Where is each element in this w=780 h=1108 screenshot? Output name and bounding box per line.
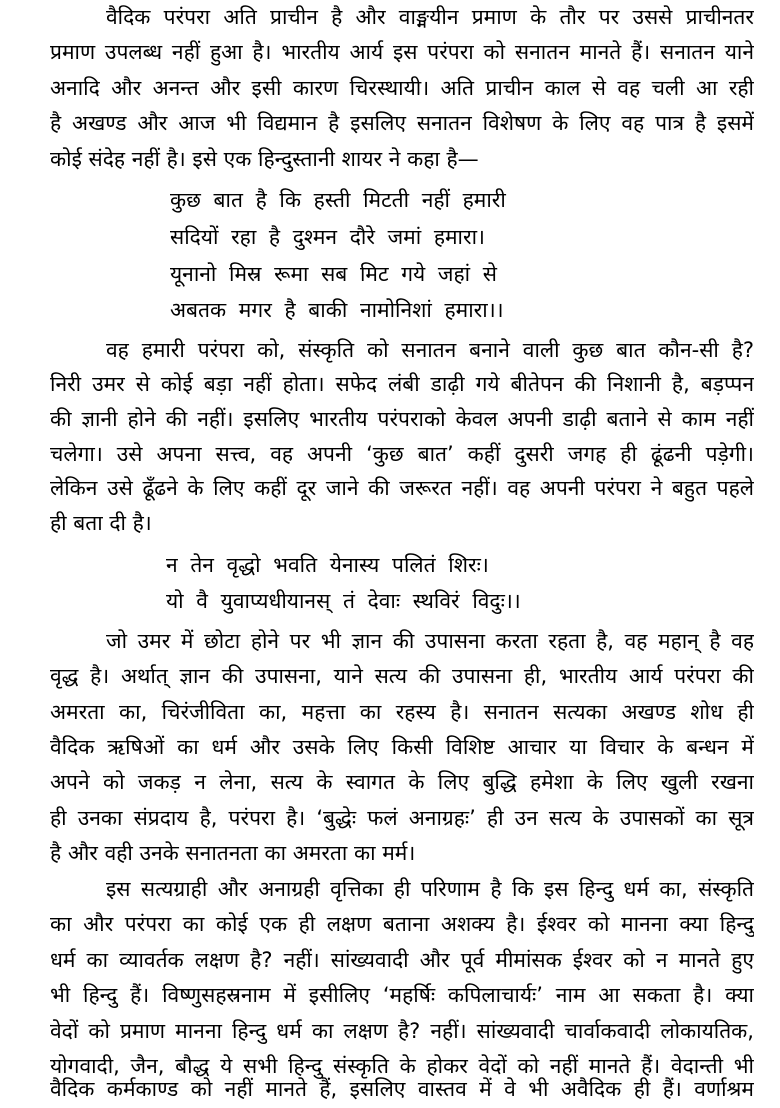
paragraph-3-line: अमरता का, चिरंजीविता का, महत्ता का रहस्य है। सनातन सत्यका अखण्ड शोध ही	[50, 700, 754, 724]
paragraph-4-line: वेदों को प्रमाण मानना हिन्दु धर्म का लक्षण है? नहीं। सांख्यवादी चार्वाकवादी लोकायतिक,	[50, 1019, 754, 1043]
paragraph-1-line: वैदिक परंपरा अति प्राचीन है और वाङ्मयीन प्रमाण के तौर पर उससे प्राचीनतर	[106, 5, 754, 29]
paragraph-2-line: निरी उमर से कोई बड़ा नहीं होता। सफेद लंबी डाढ़ी गये बीतेपन की निशानी है, बड़प्पन	[50, 372, 754, 396]
verse-1-line: सदियों रहा है दुश्मन दौरे जमां हमारा।	[170, 225, 485, 249]
paragraph-2-line: की ज्ञानी होने की नहीं। इसलिए भारतीय परंपराको केवल अपनी डाढ़ी बताने से काम नहीं	[50, 407, 754, 431]
paragraph-3-line: वृद्ध है। अर्थात् ज्ञान की उपासना, याने सत्य की उपासना ही, भारतीय आर्य परंपरा की	[50, 664, 754, 688]
paragraph-1-line: प्रमाण उपलब्ध नहीं हुआ है। भारतीय आर्य इस परंपरा को सनातन मानते हैं। सनातन याने	[50, 40, 754, 64]
paragraph-4-line: का और परंपरा का कोई एक ही लक्षण बताना अशक्य है। ईश्वर को मानना क्या हिन्दु	[50, 912, 754, 936]
paragraph-3-line: जो उमर में छोटा होने पर भी ज्ञान की उपासना करता रहता है, वह महान् है वह	[106, 629, 754, 653]
paragraph-4-line: इस सत्यग्राही और अनाग्रही वृत्तिका ही परिणाम है कि इस हिन्दु धर्म का, संस्कृति	[106, 877, 754, 901]
paragraph-1-line: अनादि और अनन्त और इसी कारण चिरस्थायी। अति प्राचीन काल से वह चली आ रही	[50, 76, 754, 100]
verse-1-line: अबतक मगर है बाकी नामोनिशां हमारा।।	[170, 298, 504, 322]
paragraph-1-line: है अखण्ड और आज भी विद्यमान है इसलिए सनातन विशेषण के लिए वह पात्र है इसमें	[50, 111, 754, 135]
verse-2-line: न तेन वृद्धो भवति येनास्य पलितं शिरः।	[166, 553, 489, 577]
paragraph-3-line: वैदिक ऋषिओं का धर्म और उसके लिए किसी विशिष्ट आचार या विचार के बन्धन में	[50, 735, 754, 759]
verse-2-line: यो वै युवाप्यधीयानस् तं देवाः स्थविरं विदुः।।	[166, 589, 521, 613]
paragraph-3-line: अपने को जकड़ न लेना, सत्य के स्वागत के लिए बुद्धि हमेशा के लिए खुली रखना	[50, 770, 754, 794]
paragraph-2-line: चलेगा। उसे अपना सत्त्व, वह अपनी ‘कुछ बात’ कहीं दुसरी जगह ही ढूंढनी पड़ेगी।	[50, 442, 754, 466]
verse-1-line: कुछ बात है कि हस्ती मिटती नहीं हमारी	[170, 188, 506, 212]
paragraph-2-line: वह हमारी परंपरा को, संस्कृति को सनातन बनाने वाली कुछ बात कौन-सी है?	[106, 338, 754, 362]
paragraph-4-line: भी हिन्दु हैं। विष्णुसहस्रनाम में इसीलिए ‘महर्षिः कपिलाचार्यः’ नाम आ सकता है। क्या	[50, 983, 754, 1007]
paragraph-1-line: कोई संदेह नहीं है। इसे एक हिन्दुस्तानी शायर ने कहा है—	[50, 147, 479, 171]
paragraph-4-line: धर्म का व्यावर्तक लक्षण है? नहीं। सांख्यवादी और पूर्व मीमांसक ईश्वर को न मानते हुए	[50, 948, 754, 972]
paragraph-2-line: ही बता दी है।	[50, 511, 152, 535]
paragraph-3-line: है और वही उनके सनातनता का अमरता का मर्म।	[50, 841, 416, 865]
verse-1-line: यूनानो मिस्र रूमा सब मिट गये जहां से	[170, 262, 497, 286]
paragraph-2-line: लेकिन उसे ढूँढने के लिए कहीं दूर जाने की जरूरत नहीं। वह अपनी परंपरा ने बहुत पहले	[50, 476, 754, 500]
paragraph-4-line: वैदिक कर्मकाण्ड को नहीं मानते हैं, इसलिए वास्तव में वे भी अवैदिक ही हैं। वर्णाश्रम	[50, 1077, 754, 1101]
paragraph-4-line: योगवादी, जैन, बौद्ध ये सभी हिन्दु संस्कृति के होकर वेदों को नहीं मानते हैं। वेदान्ती भी	[50, 1054, 754, 1078]
paragraph-3-line: ही उनका संप्रदाय है, परंपरा है। ‘बुद्धेः फलं अनाग्रहः’ ही उन सत्य के उपासकों का सूत्र	[50, 806, 754, 830]
